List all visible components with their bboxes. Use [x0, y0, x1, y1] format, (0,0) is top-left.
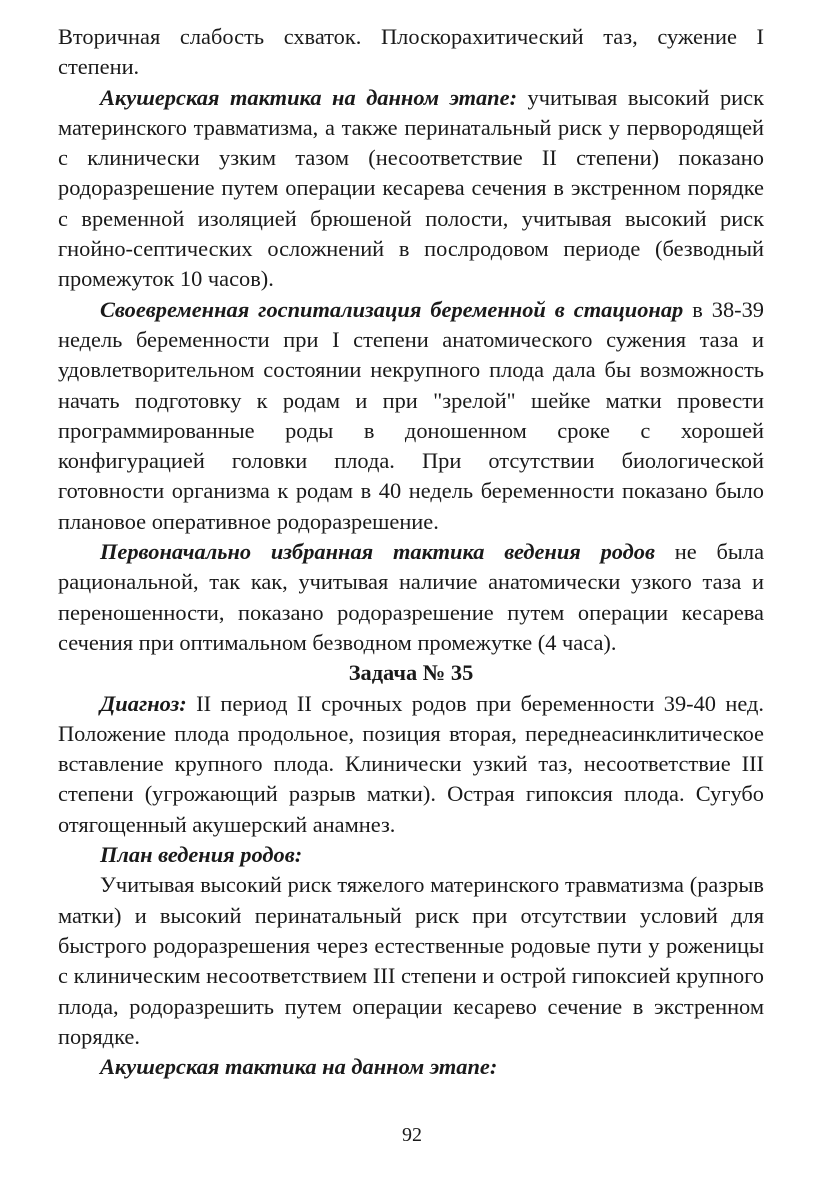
diagnosis-paragraph: [58, 689, 764, 840]
initial-tactic-text: не была рациональной, так как, учитывая наличие анатомически узкого таза и переношенности, показано родоразрешение путем операции кесарева сечения при оптимальном безводном промежутке (4 часа).: [58, 539, 765, 655]
task-heading: Задача № 35: [348, 660, 474, 686]
plan-heading: План ведения родов:: [100, 842, 303, 868]
plan-paragraph: Учитывая высокий риск тяжелого материнского травматизма (разрыв матки) и высокий перинатальный риск при отсутствии условий для быстрого родоразрешения через естественные родовые пути у роженицы с клиническим несоответствием III степени и острой гипоксией крупного плода, родоразрешить путем операции кесарево сечение в экстренном порядке.: [58, 872, 764, 1049]
hospitalization-lead: Своевременная госпитализация беременной в стационар: [100, 296, 684, 322]
intro-paragraph: Вторичная слабость схваток. Плоскорахитический таз, сужение I степени.: [58, 24, 764, 80]
final-tactic-heading: Акушерская тактика на данном этапе:: [100, 1054, 498, 1080]
tactic-text: учитывая высокий риск материнского травматизма, а также перинатальный риск у первородящей с клинически узким тазом (несоответствие II степени) показано родоразрешение путем операции кесарева сечения в экстренном порядке с временной изоляцией брюшеной полости, учитывая высокий риск гнойно-септических осложнений в послродовом периоде (безводный промежуток 10 часов).: [58, 84, 764, 292]
initial-tactic-lead: Первоначально избранная тактика ведения родов: [100, 539, 655, 565]
page-number: 92: [402, 1124, 422, 1146]
diagnosis-text: II период II срочных родов при беременности 39-40 нед. Положение плода продольное, позиция вторая, переднеасинклитическое вставление крупного плода. Клинически узкий таз, несоответствие III степени (угрожающий разрыв матки). Острая гипоксия плода. Сугубо отягощенный акушерский анамнез.: [58, 690, 764, 837]
diagnosis-lead: Диагноз:: [100, 690, 187, 716]
initial-tactic-paragraph: [58, 537, 764, 658]
hospitalization-text: в 38-39 недель беременности при I степени анатомического сужения таза и удовлетворительном состоянии некрупного плода дала бы возможность начать подготовку к родам и при "зрелой" шейке матки провести программированные роды в доношенном сроке с хорошей конфигурацией головки плода. При отсутствии биологической готовности организма к родам в 40 недель беременности показано было плановое оперативное родоразрешение.: [58, 296, 764, 534]
hospitalization-paragraph: [58, 295, 764, 537]
document-body: [58, 22, 764, 1082]
tactic-paragraph: [58, 83, 764, 295]
tactic-lead: Акушерская тактика на данном этапе:: [100, 84, 518, 110]
